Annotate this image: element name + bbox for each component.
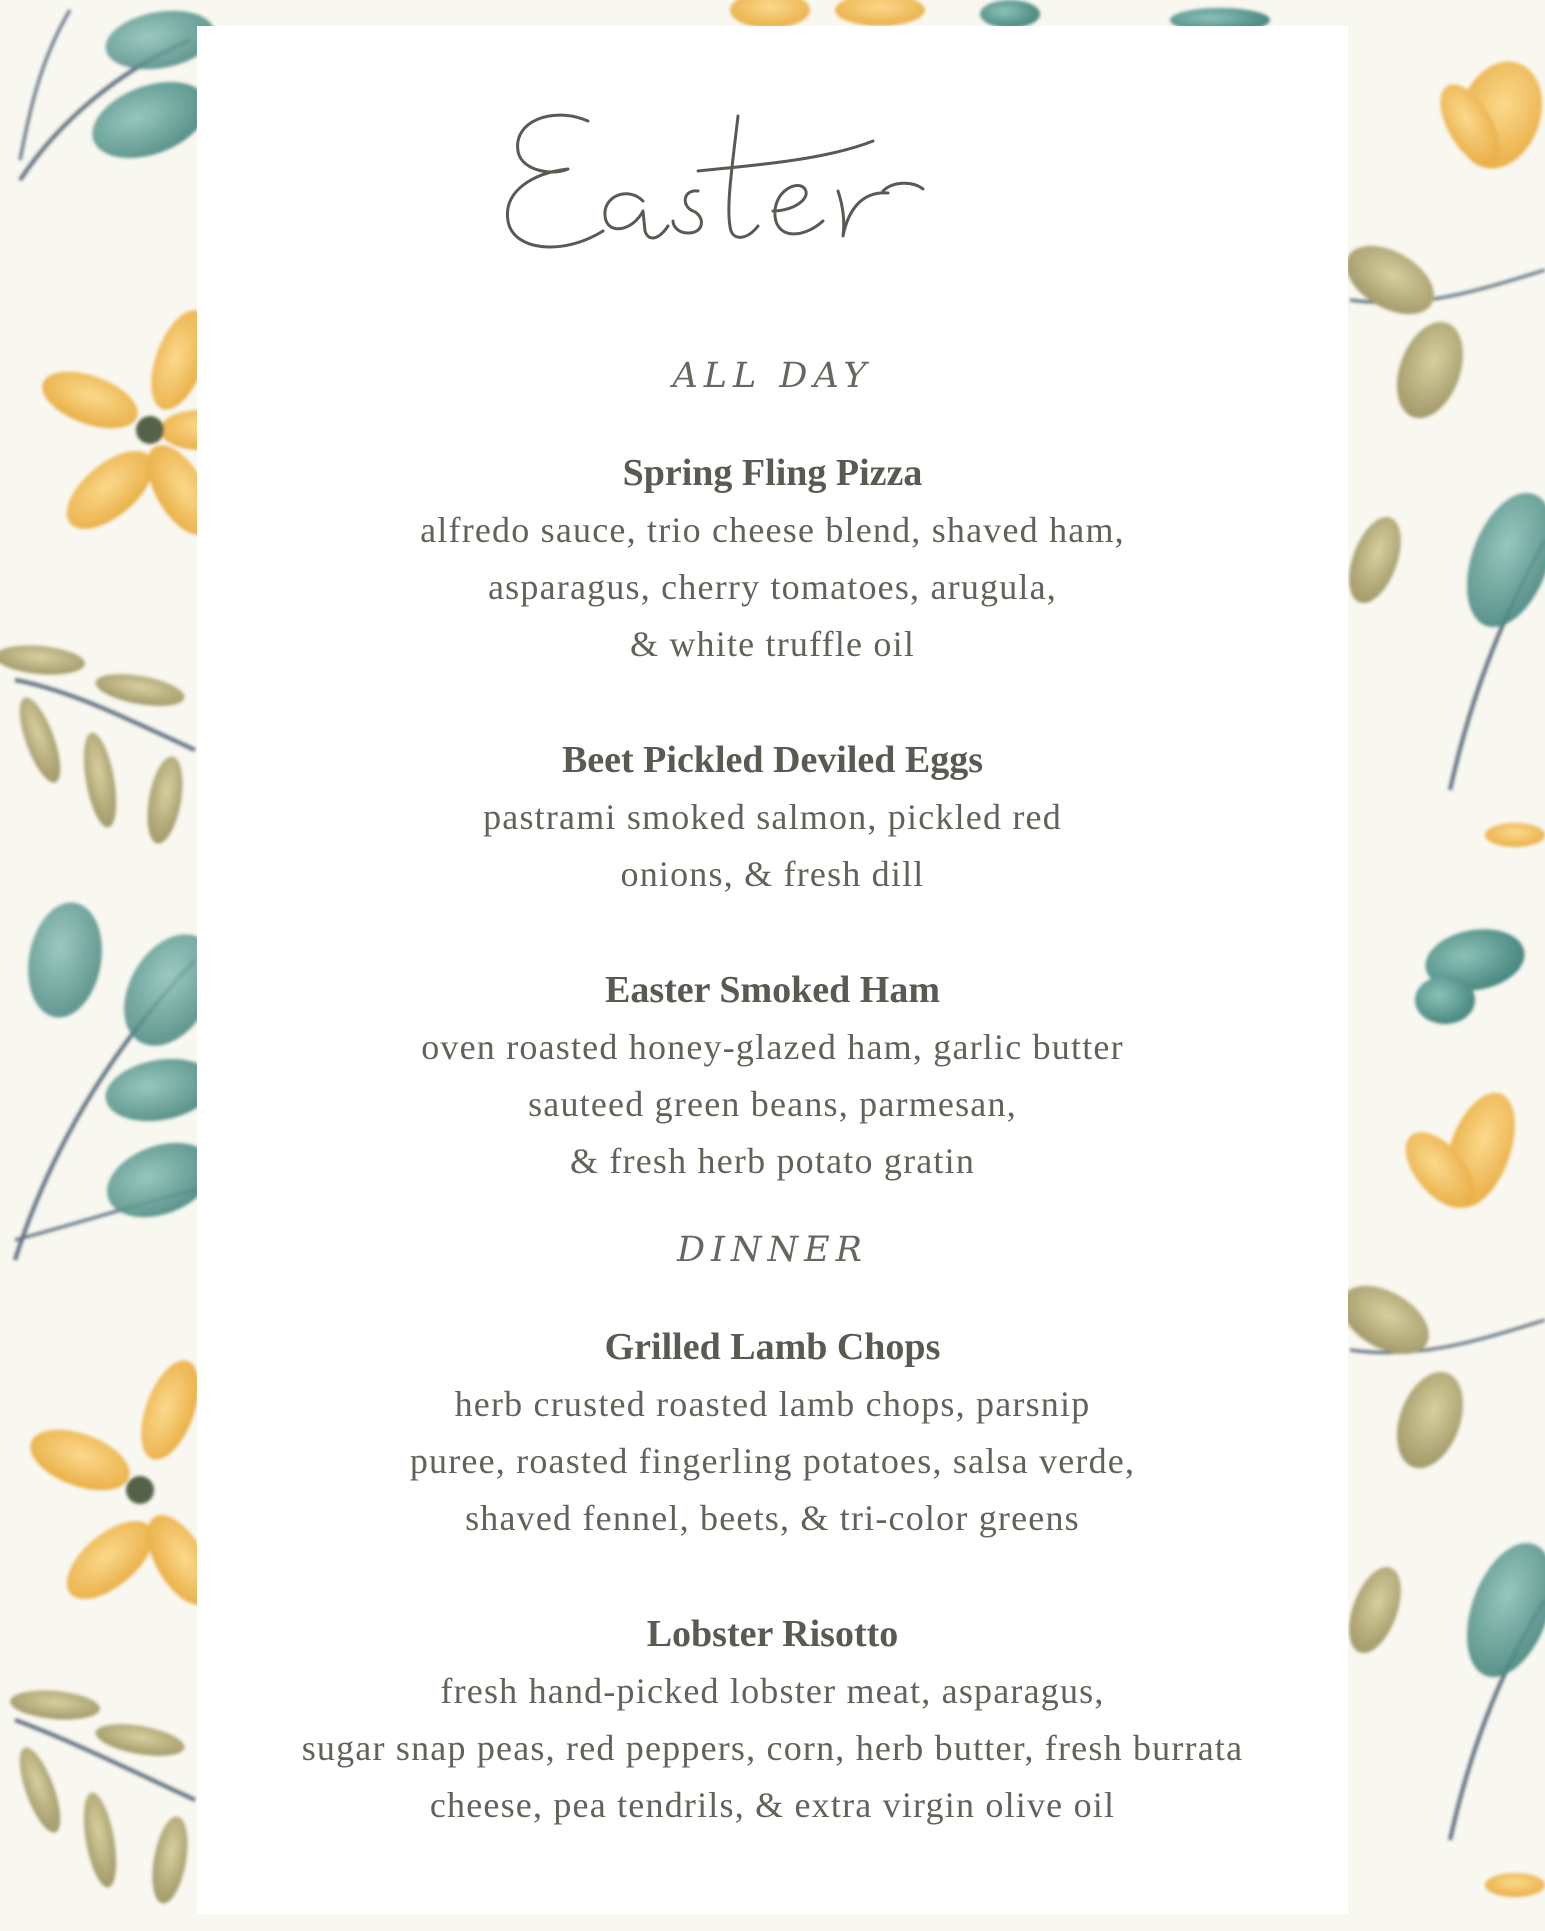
description-line: pastrami smoked salmon, pickled red (483, 797, 1062, 837)
description-line: oven roasted honey-glazed ham, garlic butter (421, 1027, 1124, 1067)
description-line: & white truffle oil (629, 624, 916, 664)
menu-item (197, 444, 1348, 673)
item-name: Easter Smoked Ham (605, 969, 940, 1011)
item-name: Spring Fling Pizza (622, 452, 923, 494)
menu-content (197, 346, 1348, 1834)
menu-section-all-day (197, 346, 1348, 1190)
menu-card (197, 26, 1348, 1914)
description-line: fresh hand-picked lobster meat, asparagus, (440, 1671, 1105, 1711)
section-heading: ALL DAY (672, 356, 873, 396)
description-line: & fresh herb potato gratin (569, 1141, 976, 1181)
item-name: Grilled Lamb Chops (604, 1326, 941, 1368)
description-line: sauteed green beans, parmesan, (528, 1084, 1017, 1124)
description-line: alfredo sauce, trio cheese blend, shaved ham, (420, 510, 1125, 550)
description-line: cheese, pea tendrils, & extra virgin olive oil (429, 1785, 1116, 1825)
item-name: Beet Pickled Deviled Eggs (561, 739, 984, 781)
section-heading: DINNER (676, 1230, 869, 1270)
item-name: Lobster Risotto (646, 1613, 899, 1655)
item-description (197, 1019, 1348, 1190)
menu-item (197, 961, 1348, 1190)
menu-title (197, 81, 1348, 271)
easter-script-title (493, 81, 1053, 271)
menu-item (197, 1318, 1348, 1547)
item-description (197, 502, 1348, 673)
description-line: shaved fennel, beets, & tri-color greens (465, 1498, 1080, 1538)
description-line: asparagus, cherry tomatoes, arugula, (488, 567, 1057, 607)
menu-section-dinner (197, 1220, 1348, 1834)
right-floral-strip (1329, 50, 1545, 1897)
description-line: puree, roasted fingerling potatoes, salsa verde, (409, 1441, 1136, 1481)
item-description (197, 789, 1348, 903)
menu-item (197, 731, 1348, 903)
description-line: onions, & fresh dill (620, 854, 925, 894)
description-line: herb crusted roasted lamb chops, parsnip (454, 1384, 1091, 1424)
item-description (197, 1663, 1348, 1834)
item-description (197, 1376, 1348, 1547)
description-line: sugar snap peas, red peppers, corn, herb butter, fresh burrata (301, 1728, 1244, 1768)
menu-item (197, 1605, 1348, 1834)
